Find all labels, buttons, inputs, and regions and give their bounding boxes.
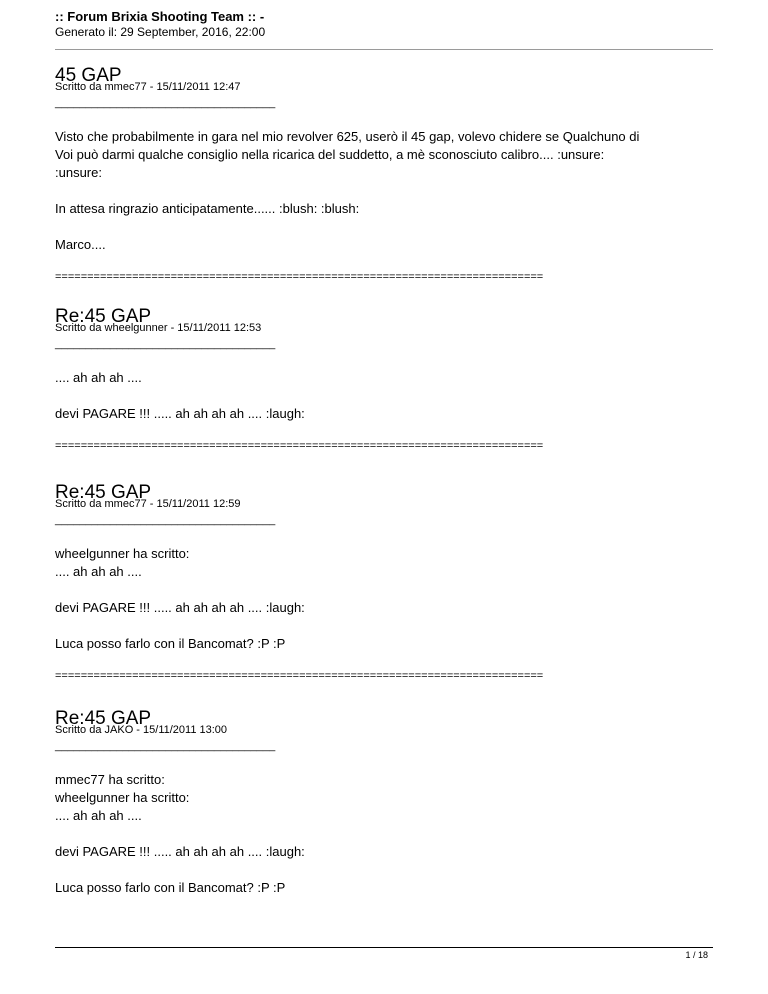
- post-header-rule: ____________________________________: [55, 740, 276, 752]
- post-body-line: .... ah ah ah ....: [55, 564, 142, 579]
- post-title: 45 GAP: [55, 65, 122, 86]
- post-separator: ============================================================================: [55, 271, 544, 283]
- post-2: [55, 307, 713, 453]
- post-4: [55, 709, 713, 897]
- post-body-line: Visto che probabilmente in gara nel mio revolver 625, userò il 45 gap, volevo chidere se Qualchuno di: [55, 129, 640, 144]
- site-title: :: Forum Brixia Shooting Team :: -: [55, 9, 265, 24]
- post-title: Re:45 GAP: [55, 306, 152, 327]
- post-body-line: .... ah ah ah ....: [55, 370, 142, 385]
- post-title: Re:45 GAP: [55, 482, 152, 503]
- post-body-line: devi PAGARE !!! ..... ah ah ah ah .... :laugh:: [55, 406, 305, 421]
- generated-date: Generato il: 29 September, 2016, 22:00: [55, 25, 266, 39]
- post-meta: Scritto da mmec77 - 15/11/2011 12:59: [55, 498, 241, 510]
- post-body-line: Luca posso farlo con il Bancomat? :P :P: [55, 880, 286, 895]
- post-body-line: mmec77 ha scritto:: [55, 772, 165, 787]
- post-header-rule: ____________________________________: [55, 97, 276, 109]
- header-divider: [55, 49, 713, 50]
- post-separator: ============================================================================: [55, 670, 544, 682]
- footer-divider: [55, 947, 713, 948]
- post-title: Re:45 GAP: [55, 708, 152, 729]
- post-separator: ============================================================================: [55, 440, 544, 452]
- post-body-line: wheelgunner ha scritto:: [55, 546, 190, 561]
- post-body-line: Marco....: [55, 237, 106, 252]
- post-body-line: devi PAGARE !!! ..... ah ah ah ah .... :laugh:: [55, 844, 305, 859]
- post-body-line: Luca posso farlo con il Bancomat? :P :P: [55, 636, 286, 651]
- post-header-rule: ____________________________________: [55, 514, 276, 526]
- post-body-line: :unsure:: [55, 165, 102, 180]
- post-meta: Scritto da wheelgunner - 15/11/2011 12:53: [55, 322, 262, 334]
- post-body-line: wheelgunner ha scritto:: [55, 790, 190, 805]
- post-1: [55, 66, 713, 284]
- post-body-line: In attesa ringrazio anticipatamente...... :blush: :blush:: [55, 201, 360, 216]
- post-body-line: Voi può darmi qualche consiglio nella ricarica del suddetto, a mè sconosciuto calibro.... :unsure:: [55, 147, 605, 162]
- post-header-rule: ____________________________________: [55, 338, 276, 350]
- post-meta: Scritto da JAKO - 15/11/2011 13:00: [55, 724, 228, 736]
- page-header: [55, 9, 713, 40]
- page-number: 1 / 18: [685, 950, 708, 960]
- post-meta: Scritto da mmec77 - 15/11/2011 12:47: [55, 81, 241, 93]
- post-body-line: devi PAGARE !!! ..... ah ah ah ah .... :laugh:: [55, 600, 305, 615]
- post-body-line: .... ah ah ah ....: [55, 808, 142, 823]
- post-3: [55, 483, 713, 683]
